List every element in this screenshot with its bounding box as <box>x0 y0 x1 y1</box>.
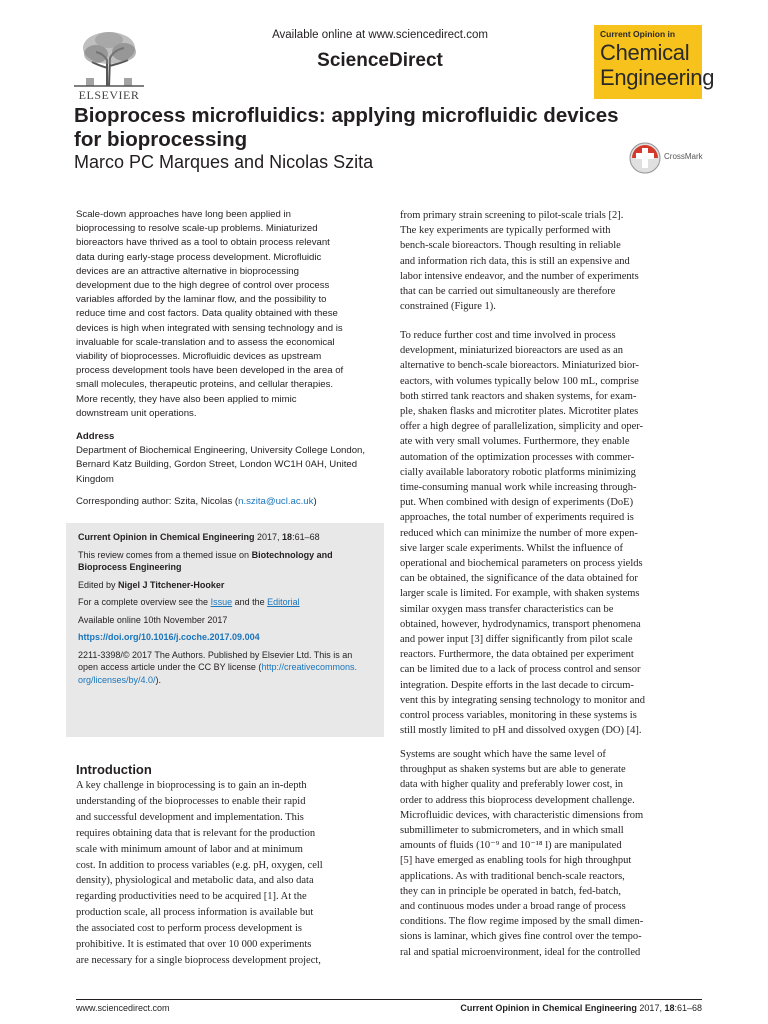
intro-line: the associated cost to perform process development is <box>76 923 302 935</box>
body-line: sions is laminar, which gives fine control over the tempo- <box>400 931 642 943</box>
article-info-box <box>66 523 384 737</box>
footer-citation <box>460 1003 702 1013</box>
abstract-line: More recently, they have also been applied to mimic <box>76 393 297 405</box>
copyright <box>78 649 378 687</box>
body-line: ate with very small volumes. Furthermore, they enable <box>400 436 630 448</box>
corresponding-prefix: Corresponding author: Szita, Nicolas ( <box>76 495 239 507</box>
body-line: still mostly limited to pH and dissolved oxygen (DO) [4]. <box>400 725 642 737</box>
crossmark-icon <box>628 141 662 175</box>
body-line: integration. Despite efforts in the last decade to circum- <box>400 679 634 691</box>
body-line: alternative to bench-scale bioreactors. Miniaturized bior- <box>400 360 639 372</box>
abstract-line: devices is high when integrated with sensing technology and is <box>76 322 343 334</box>
body-line: reactors. Furthermore, the data obtained per experiment <box>400 649 634 661</box>
body-line: offer a high degree of parallelization, simplicity and oper- <box>400 421 644 433</box>
article-authors: Marco PC Marques and Nicolas Szita <box>74 152 374 172</box>
intro-line: scale with minimum amount of labor and at minimum <box>76 843 303 855</box>
sciencedirect-wordmark: ScienceDirect <box>317 50 443 71</box>
address <box>76 444 384 487</box>
body-line: can be limited due to a lack of process control and sensor <box>400 664 641 676</box>
body-line: development, miniaturized bioreactors are used as an <box>400 345 624 357</box>
footer-year: 2017, <box>636 1003 665 1013</box>
body-line: amounts of fluids (10⁻⁹ and 10⁻¹⁸ l) are manipulated <box>400 840 622 852</box>
body-line: ple, shaken flasks and microtiter plates. Microtiter plates <box>400 406 639 418</box>
introduction-text <box>76 778 384 969</box>
body-line: [5] have emerged as enabling tools for high throughput <box>400 855 632 867</box>
journal-name-line1: Chemical <box>600 40 690 65</box>
citation-pages: :61–68 <box>292 532 320 542</box>
available-online-date: Available online 10th November 2017 <box>78 614 228 625</box>
body-line: To reduce further cost and time involved in process <box>400 330 616 341</box>
footer-volume: 18 <box>664 1003 675 1013</box>
right-column-para-1 <box>400 208 702 314</box>
corresponding-suffix: ) <box>313 495 317 507</box>
license-link-part-1[interactable]: http://creativecommons. <box>261 662 357 672</box>
address-line: Kingdom <box>76 473 114 485</box>
right-column-para-2 <box>400 328 702 738</box>
footer-journal: Current Opinion in Chemical Engineering <box>460 1003 637 1013</box>
body-line: data with higher quality and preferably lower cost, in <box>400 779 624 791</box>
footer-pages: :61–68 <box>674 1003 702 1013</box>
copyright-line-2-prefix: open access article under the CC BY license ( <box>78 662 262 672</box>
abstract-line: devices are an attractive alternative in bioprocessing <box>76 265 299 277</box>
overview-prefix: For a complete overview see the <box>78 597 211 607</box>
body-line: eactors, with volumes typically below 100 mL, comprise <box>400 375 639 387</box>
citation-volume: 18 <box>282 532 293 542</box>
body-line: can be obtained, the significance of the data obtained for <box>400 573 638 585</box>
citation-journal: Current Opinion in Chemical Engineering <box>78 532 255 542</box>
body-line: submillimeter to submicrometers, and in which small <box>400 825 624 837</box>
crossmark-label: CrossMark <box>664 152 703 161</box>
journal-name <box>600 40 714 90</box>
edited-prefix: Edited by <box>78 579 119 590</box>
body-line: both stirred tank reactors and shaken systems, for exam- <box>400 390 637 402</box>
themed-topic-1: Biotechnology and <box>251 549 333 560</box>
citation-year: 2017, <box>254 532 283 542</box>
abstract-line: invaluable for scale-translation and to assess the economical <box>76 336 335 348</box>
body-line: and information rich data, this is still an expensive and <box>400 255 630 267</box>
body-line: sive larger scale experiments. Whilst the influence of <box>400 542 623 554</box>
corresponding-author <box>76 495 384 509</box>
journal-logo-box <box>594 25 715 99</box>
article-title-line2: for bioprocessing <box>74 128 248 151</box>
article-title-line1: Bioprocess microfluidics: applying microfluidic devices <box>74 104 619 127</box>
intro-line: prohibitive. It is estimated that over 10 000 experiments <box>76 939 312 951</box>
left-column <box>76 208 384 509</box>
body-line: The key experiments are typically performed with <box>400 225 611 237</box>
body-line: cially available laboratory robotic platforms minimizing <box>400 466 636 478</box>
abstract-line: process development tools have been developed in the area of <box>76 365 344 377</box>
abstract-line: small molecules, therapeutic proteins, and cellular therapies. <box>76 379 334 391</box>
body-line: throughput as shaken systems but are able to generate <box>400 764 626 776</box>
body-line: reduced which can minimize the number of more expen- <box>400 527 638 539</box>
body-line: obtained, however, hydrodynamics, transport phenomena <box>400 618 641 630</box>
copyright-line-1: 2211-3398/© 2017 The Authors. Published by Elsevier Ltd. This is an <box>78 649 353 660</box>
editorial-link[interactable]: Editorial <box>267 597 300 607</box>
body-line: vent this by integrating sensing technology to monitor and <box>400 694 645 706</box>
publisher-name: ELSEVIER <box>78 88 140 102</box>
body-line: automation of the optimization processes with commer- <box>400 451 635 463</box>
themed-issue <box>78 549 378 574</box>
abstract-line: variables afforded by the laminar flow, and the possibility to <box>76 294 327 306</box>
address-line: Bernard Katz Building, Gordon Street, London WC1H 0AH, United <box>76 459 358 471</box>
abstract <box>76 208 384 421</box>
body-line: and continuous modes under a broad range of process <box>400 901 626 913</box>
editor-name: Nigel J Titchener-Hooker <box>118 579 225 590</box>
license-link-part-2[interactable]: org/licenses/by/4.0/ <box>78 674 156 685</box>
themed-topic-2: Bioprocess Engineering <box>78 562 182 572</box>
intro-line: understanding of the bioprocesses to enable their rapid <box>76 795 306 807</box>
overview <box>78 596 378 609</box>
journal-name-line2: Engineering <box>600 65 715 90</box>
abstract-line: Scale-down approaches have long been applied in <box>76 209 291 220</box>
copyright-line-2 <box>78 661 378 674</box>
body-line: bench-scale bioreactors. Though resulting in reliable <box>400 240 621 252</box>
themed-prefix: This review comes from a themed issue on <box>78 549 252 560</box>
body-line: operational and biochemical parameters on process yields <box>400 558 643 570</box>
body-line: Microfluidic devices, with characteristic dimensions from <box>400 809 644 821</box>
abstract-line: development due to the high degree of control over process <box>76 280 330 292</box>
issue-link[interactable]: Issue <box>210 597 233 607</box>
body-line: ral and spatial microenvironment, ideal for the controlled <box>400 946 641 958</box>
abstract-line: bioprocessing to resolve scale-up problems. Miniaturized <box>76 223 318 235</box>
address-heading: Address <box>76 431 115 443</box>
body-line: and power input [3] differ significantly from pilot scale <box>400 634 633 646</box>
available-online-text: Available online at www.sciencedirect.com <box>272 29 488 41</box>
body-line: applications. As with traditional bench-scale reactors, <box>400 870 625 882</box>
intro-line: requires obtaining data that is relevant for the production <box>76 827 316 839</box>
body-line: control process variables, monitoring in these systems is <box>400 710 637 722</box>
copyright-line-3 <box>78 674 378 687</box>
address-line: Department of Biochemical Engineering, University College London, <box>76 445 366 457</box>
abstract-line: data during early-stage process development. Microfluidic <box>76 251 322 263</box>
citation <box>78 531 378 544</box>
body-line: labor intensive endeavor, and the number of experiments <box>400 270 639 282</box>
intro-line: cost. In addition to process variables (e.g. pH, oxygen, cell <box>76 859 323 871</box>
body-line: approaches, the total number of experiments required is <box>400 512 634 524</box>
abstract-line: bioreactors have thrived as a tool to obtain process relevant <box>76 237 330 249</box>
abstract-line: downstream unit operations. <box>76 407 197 419</box>
themed-line-1 <box>78 549 378 562</box>
body-line: they can in principle be operated in batch, fed-batch, <box>400 885 621 897</box>
introduction-heading: Introduction <box>76 762 152 777</box>
body-line: put. When combined with design of experiments (DoE) <box>400 497 634 509</box>
edited-by <box>78 579 378 592</box>
body-line: conditions. The flow regime imposed by the small dimen- <box>400 916 644 928</box>
copyright-suffix: ). <box>155 674 162 685</box>
overview-mid: and the <box>232 597 268 607</box>
footer-website[interactable]: www.sciencedirect.com <box>76 1003 170 1013</box>
body-line: order to address this bioprocess development challenge. <box>400 794 635 806</box>
intro-line: production scale, all process information is available but <box>76 907 314 919</box>
right-column-para-3 <box>400 747 702 960</box>
doi-link[interactable]: https://doi.org/10.1016/j.coche.2017.09.004 <box>78 632 260 642</box>
intro-line: and successful development and implementation. This <box>76 811 304 823</box>
article-title <box>74 104 634 152</box>
journal-prefix: Current Opinion in <box>600 29 676 39</box>
intro-line: density), physiological and metabolic data, and also data <box>76 875 314 887</box>
intro-line: are necessary for a single bioprocess development project, <box>76 954 321 966</box>
body-line: Systems are sought which have the same level of <box>400 749 606 760</box>
elsevier-tree-logo <box>74 28 144 88</box>
abstract-line: reduce time and cost factors. Data quality obtained with these <box>76 308 338 320</box>
corresponding-email-link[interactable]: n.szita@ucl.ac.uk <box>238 495 314 507</box>
body-line: that can be carried out simultaneously are therefore <box>400 286 616 298</box>
abstract-line: viability of bioprocesses. Microfluidic devices as upstream <box>76 351 322 363</box>
body-line: similar oxygen mass transfer characteristics can be <box>400 603 614 615</box>
body-line: larger scale is limited. For example, with shaken systems <box>400 588 640 600</box>
body-line: time-consuming manual work while increasing through- <box>400 482 637 494</box>
crossmark-badge[interactable] <box>628 141 708 175</box>
footer-divider <box>76 999 702 1000</box>
intro-line: A key challenge in bioprocessing is to gain an in-depth <box>76 780 307 791</box>
intro-line: regarding productivities need to be acquired [1]. At the <box>76 891 307 903</box>
body-line: constrained (Figure 1). <box>400 301 496 313</box>
body-line: from primary strain screening to pilot-scale trials [2]. <box>400 210 624 221</box>
